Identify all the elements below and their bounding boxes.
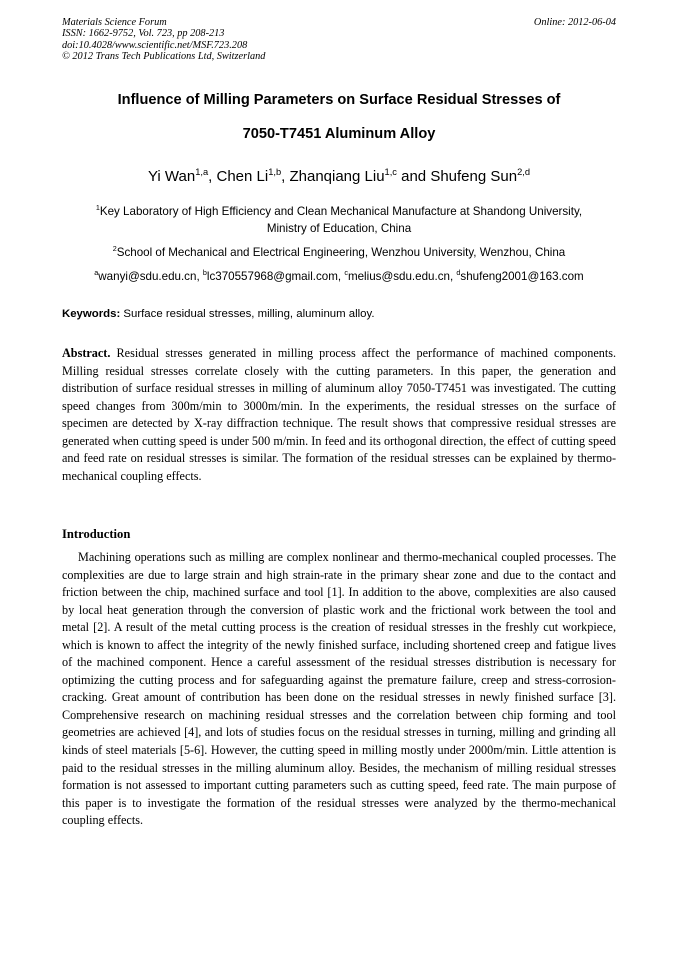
keywords-label: Keywords: — [62, 308, 121, 320]
keywords-text: Surface residual stresses, milling, aluminum alloy. — [123, 308, 375, 320]
keywords — [62, 308, 616, 320]
email-link[interactable]: lc370557968@gmail.com — [206, 270, 338, 283]
abstract — [62, 345, 616, 485]
abstract-label: Abstract. — [62, 346, 111, 360]
doi-link[interactable]: doi:10.4028/www.scientific.net/MSF.723.208 — [62, 39, 248, 51]
section-heading-introduction: Introduction — [62, 527, 131, 541]
paper-title-line-1: Influence of Milling Parameters on Surface Residual Stresses of — [117, 92, 561, 108]
online-date: Online: 2012-06-04 — [533, 17, 616, 28]
email-link[interactable]: melius@sdu.edu.cn — [347, 270, 450, 283]
copyright-line: © 2012 Trans Tech Publications Ltd, Switzerland — [62, 51, 266, 63]
issn-line: ISSN: 1662-9752, Vol. 723, pp 208-213 — [62, 28, 225, 40]
abstract-text: Residual stresses generated in milling process affect the performance of machined components. Milling residual stresses correlate closely with the cutting parameters. In this paper, the generation and distribution of surface residual stresses in milling of aluminum alloy 7050-T7451 was investigated. The cutting speed changes from 300m/min to 3000m/min. In the experiments, the residual stresses on the surface of specimen are detected by X-ray diffraction technique. The result shows that compressive residual stresses are generated when cutting speed is under 500 m/min. In feed and its orthogonal direction, the effect of cutting speed and feed rate on residual stresses is similar. The formation of the residual stresses can be explained by thermo-mechanical coupling effects. — [62, 346, 617, 483]
affiliation-2: $^2$School of Mechanical and Electrical Engineering, Wenzhou University, Wenzhou, China — [112, 244, 566, 259]
author-emails: $^a$wanyi@sdu.edu.cn, $^b$lc370557968@gmail.com, $^c$melius@sdu.edu.cn, $^d$shufeng2001@163.com — [94, 268, 584, 283]
email-link[interactable]: wanyi@sdu.edu.cn — [98, 270, 197, 283]
author-list: Yi Wan$^{1,a}$, Chen Li$^{1,b}$, Zhanqiang Liu$^{1,c}$ and Shufeng Sun$^{2,d}$ — [147, 167, 531, 185]
author: Zhanqiang Liu$^{1,c}$ — [289, 167, 397, 185]
paper-title-line-2: 7050-T7451 Aluminum Alloy — [242, 126, 436, 142]
author: Chen Li$^{1,b}$ — [216, 167, 282, 185]
author: Shufeng Sun$^{2,d}$ — [430, 167, 531, 185]
introduction-paragraph: Machining operations such as milling are complex nonlinear and thermo-mechanical coupled processes. The complexities are due to large strain and high strain-rate in the primary shear zone and due to the contact and friction between the chip, machined surface and tool [1]. In addition to the above, complexities are also caused by local heat generation through the conversion of plastic work and the frictional work between the tool and metal [2]. A result of the metal cutting process is the creation of residual stresses in the freshly cut workpiece, which is known to affect the integrity of the newly finished surface, including shortened creep and fatigue lives of the machined component. Hence a careful assessment of the residual stresses distribution is necessary for optimizing the cutting process and for safeguarding against the premature failure, creep and stress-corrosion-cracking. Great amount of contribution has been done on the residual stresses in newly finished surface [3]. Comprehensive research on machining residual stresses and the correlation between chip forming and tool geometries are achieved [4], and lots of studies focus on the residual stresses in turning, milling and grinding all kinds of steel materials [5-6]. However, the cutting speed in milling mostly under 2000m/min. Little attention is paid to the residual stresses in the milling aluminum alloy. Besides, the mechanism of milling residual stresses formation is not assessed to important cutting parameters such as cutting speed, feed rate. The main purpose of this paper is to investigate the formation of the residual stresses were analyzed by the thermo-mechanical coupling effects. — [62, 550, 616, 828]
journal-name: Materials Science Forum — [62, 17, 167, 28]
journal-header — [62, 17, 616, 63]
email-link[interactable]: shufeng2001@163.com — [460, 270, 584, 283]
author: Yi Wan$^{1,a}$ — [147, 167, 209, 185]
affiliation-1: $^1$Key Laboratory of High Efficiency and Clean Mechanical Manufacture at Shandong University, Ministry of Education, China — [95, 203, 583, 235]
